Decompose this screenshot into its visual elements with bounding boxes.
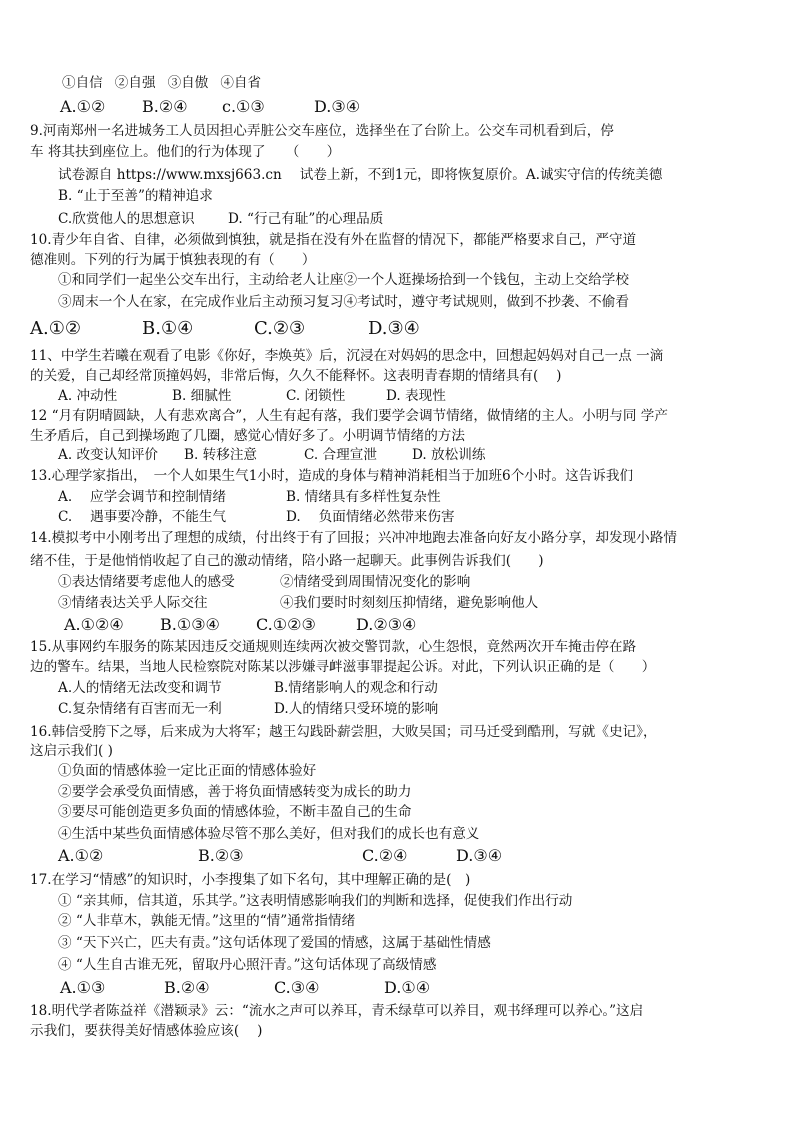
q12-stem-line-2: 生矛盾后，自己到操场跑了几圈，感觉心情好多了。小明调节情绪的方法 bbox=[30, 428, 465, 444]
q17-stem-line-1: 17.在学习“情感”的知识时，小李搜集了如下名句，其中理解正确的是( ) bbox=[30, 872, 471, 888]
q11-option-c: C. 闭锁性 bbox=[286, 388, 346, 404]
q11-stem-line-2: 的关爱，自己却经常顶撞妈妈，非常后悔，久久不能释怀。这表明青春期的情绪具有( ) bbox=[30, 368, 562, 384]
q10-option-b: B.①④ bbox=[142, 318, 194, 339]
q9-stem-line-1: 9.河南郑州一名进城务工人员因担心弄脏公交车座位，选择坐在了台阶上。公交车司机看到后，停 bbox=[30, 123, 614, 139]
q12-option-b: B. 转移注意 bbox=[184, 447, 258, 463]
q11-options bbox=[58, 386, 446, 406]
q17-statement-3: ③ “天下兴亡，匹夫有责。”这句话体现了爱国的情感，这属于基础性情感 bbox=[58, 935, 491, 951]
q8-statement-3: ③自傲 bbox=[167, 75, 209, 91]
q9-option-c: C.欣赏他人的思想意识 bbox=[58, 211, 195, 227]
q10-stem-line-2: 德准则。下列的行为属于慎独表现的有（ ） bbox=[30, 252, 316, 268]
q14-option-c: C.①②③ bbox=[256, 615, 316, 634]
q9-option-d: D. “行己有耻”的心理品质 bbox=[228, 211, 384, 227]
q10-option-d: D.③④ bbox=[368, 318, 420, 339]
q14-statement-4: ④我们要时时刻刻压抑情绪，避免影响他人 bbox=[280, 595, 539, 611]
q9-options-cd bbox=[58, 209, 383, 229]
q14-statement-3: ③情绪表达关乎人际交往 bbox=[58, 595, 208, 611]
q14-statement-1: ①表达情绪要考虑他人的感受 bbox=[58, 574, 235, 590]
q10-option-a: A.①② bbox=[30, 318, 81, 339]
q8-statement-2: ②自强 bbox=[114, 75, 156, 91]
q10-option-c: C.②③ bbox=[254, 318, 306, 339]
q11-stem-line-1: 11、中学生若曦在观看了电影《你好，李焕英》后，沉浸在对妈妈的思念中，回想起妈妈对自己一点 一滴 bbox=[30, 348, 664, 364]
q16-option-a: A.①② bbox=[58, 846, 104, 865]
q8-option-c: c.①③ bbox=[222, 97, 265, 116]
q14-stem-line-2: 绪不佳，于是他悄悄收起了自己的激动情绪，陪小路一起聊天。此事例告诉我们( ) bbox=[30, 553, 544, 569]
q13-stem-line-1: 13.心理学家指出， 一个人如果生气1小时，造成的身体与精神消耗相当于加班6个小时。这告诉我们 bbox=[30, 468, 634, 484]
q15-options-cd bbox=[58, 699, 438, 719]
q8-options bbox=[60, 97, 360, 117]
q8-statements bbox=[62, 73, 261, 93]
q8-option-b: B.②④ bbox=[142, 97, 188, 116]
q18-stem-line-2: 示我们，要获得美好情感体验应该( ) bbox=[30, 1023, 263, 1039]
q15-option-a: A.人的情绪无法改变和调节 bbox=[58, 680, 222, 696]
q17-option-b: B.②④ bbox=[164, 978, 210, 997]
q16-stem-line-1: 16.韩信受胯下之辱，后来成为大将军；越王勾践卧薪尝胆，大败吴国；司马迁受到酷刑，写就《史记》， bbox=[30, 724, 657, 740]
q15-options-ab bbox=[58, 678, 438, 698]
q14-statements-line-1 bbox=[58, 572, 470, 592]
q17-option-d: D.①④ bbox=[384, 978, 431, 997]
q15-option-b: B.情绪影响人的观念和行动 bbox=[274, 680, 438, 696]
q16-option-d: D.③④ bbox=[456, 846, 503, 865]
q16-option-b: B.②③ bbox=[198, 846, 244, 865]
q11-option-d: D. 表现性 bbox=[386, 388, 446, 404]
q16-statement-4: ④生活中某些负面情感体验尽管不那么美好，但对我们的成长也有意义 bbox=[58, 826, 480, 842]
q8-option-d: D.③④ bbox=[314, 97, 361, 116]
q13-option-c: C. 遇事要冷静，不能生气 bbox=[58, 509, 227, 525]
q17-statement-2: ② “人非草木，孰能无情。”这里的“情”通常指情绪 bbox=[58, 913, 356, 929]
q11-option-a: A. 冲动性 bbox=[58, 388, 118, 404]
q12-stem-line-1: 12 “月有阴晴圆缺，人有悲欢离合”，人生有起有落，我们要学会调节情绪，做情绪的主人。小明与同 学产 bbox=[30, 408, 668, 424]
q9-ad-and-option-a bbox=[58, 165, 662, 185]
q17-options bbox=[60, 978, 430, 998]
q13-options-ab bbox=[58, 487, 441, 507]
q9-option-a: A.诚实守信的传统美德 bbox=[525, 167, 663, 183]
q14-statement-2: ②情绪受到周围情况变化的影响 bbox=[280, 574, 471, 590]
q13-option-a: A. 应学会调节和控制情绪 bbox=[58, 489, 226, 505]
q13-option-b: B. 情绪具有多样性复杂性 bbox=[286, 489, 441, 505]
q14-options bbox=[64, 615, 416, 635]
q14-statements-line-2 bbox=[58, 593, 538, 613]
q12-options bbox=[58, 445, 485, 465]
q15-option-d: D.人的情绪只受环境的影响 bbox=[274, 701, 439, 717]
q8-statement-4: ④自省 bbox=[220, 75, 262, 91]
q10-statements-line-2: ③周末一个人在家，在完成作业后主动预习复习④考试时，遵守考试规则，做到不抄袭、不偷看 bbox=[58, 294, 629, 310]
q17-option-a: A.①③ bbox=[60, 978, 106, 997]
q14-option-a: A.①②④ bbox=[64, 615, 124, 634]
q14-stem-line-1: 14.模拟考中小刚考出了理想的成绩，付出终于有了回报；兴冲冲地跑去准备向好友小路分享，却发现小路情 bbox=[30, 530, 677, 546]
q16-options bbox=[58, 846, 502, 866]
q14-option-d: D.②③④ bbox=[356, 615, 417, 634]
q12-option-a: A. 改变认知评价 bbox=[58, 447, 159, 463]
q14-option-b: B.①③④ bbox=[160, 615, 220, 634]
q9-ad-text: 试卷源自 https://www.mxsj663.cn 试卷上新，不到1元，即将恢复原价。 bbox=[58, 167, 526, 183]
q8-statement-1: ①自信 bbox=[62, 75, 103, 91]
q17-option-c: C.③④ bbox=[274, 978, 320, 997]
q11-option-b: B. 细腻性 bbox=[172, 388, 232, 404]
q15-stem-line-2: 边的警车。结果，当地人民检察院对陈某以涉嫌寻衅滋事罪提起公诉。对此，下列认识正确的是（ ） bbox=[30, 659, 656, 675]
q16-option-c: C.②④ bbox=[362, 846, 408, 865]
q15-option-c: C.复杂情绪有百害而无一利 bbox=[58, 701, 222, 717]
q16-stem-line-2: 这启示我们( ) bbox=[30, 743, 113, 759]
q13-option-d: D. 负面情绪必然带来伤害 bbox=[286, 509, 455, 525]
q18-stem-line-1: 18.明代学者陈益祥《潜颖录》云：“流水之声可以养耳，青禾绿草可以养目，观书绎理可以养心。”这启 bbox=[30, 1003, 644, 1019]
q17-statement-1: ① “亲其师，信其道，乐其学。”这表明情感影响我们的判断和选择，促使我们作出行动 bbox=[58, 893, 573, 909]
q16-statement-1: ①负面的情感体验一定比正面的情感体验好 bbox=[58, 763, 317, 779]
q16-statement-2: ②要学会承受负面情感，善于将负面情感转变为成长的助力 bbox=[58, 784, 412, 800]
q16-statement-3: ③要尽可能创造更多负面的情感体验，不断丰盈自己的生命 bbox=[58, 804, 412, 820]
q9-stem-line-2: 车 将其扶到座位上。他们的行为体现了 （ ） bbox=[30, 144, 341, 160]
q10-stem-line-1: 10.青少年自省、自律，必须做到慎独，就是指在没有外在监督的情况下，都能严格要求自己，严守道 bbox=[30, 232, 637, 248]
q17-statement-4: ④ “人生自古谁无死，留取丹心照汗青。”这句话体现了高级情感 bbox=[58, 957, 437, 973]
q9-option-b: B. “止于至善”的精神追求 bbox=[58, 188, 213, 204]
q8-option-a: A.①② bbox=[60, 97, 106, 116]
q12-option-c: C. 合理宣泄 bbox=[304, 447, 377, 463]
q13-options-cd bbox=[58, 507, 455, 527]
q10-statements-line-1: ①和同学们一起坐公交车出行，主动给老人让座②一个人逛操场拾到一个钱包，主动上交给学校 bbox=[58, 272, 629, 288]
q15-stem-line-1: 15.从事网约车服务的陈某因违反交通规则连续两次被交警罚款，心生怨恨，竟然两次开车掩击停在路 bbox=[30, 639, 637, 655]
q10-options bbox=[30, 317, 420, 341]
q12-option-d: D. 放松训练 bbox=[412, 447, 486, 463]
